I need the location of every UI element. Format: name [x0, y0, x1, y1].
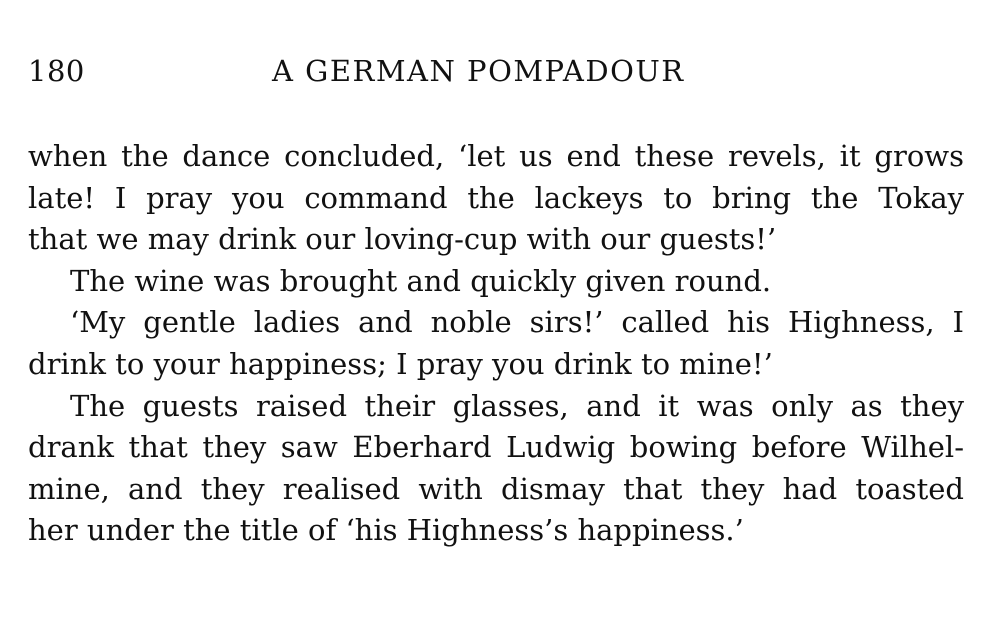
text-line: when the dance concluded, ‘let us end these revels, it grows	[28, 139, 964, 173]
text-line: ‘My gentle ladies and noble sirs!’ called his Highness, I	[70, 305, 964, 340]
page-number: 180	[28, 54, 85, 88]
running-title: A GERMAN POMPADOUR	[272, 54, 685, 88]
text-line: mine, and they realised with dismay that they had toasted	[28, 471, 964, 506]
text-line: The wine was brought and quickly given round.	[70, 263, 772, 298]
text-line: The guests raised their glasses, and it was only as they	[70, 388, 964, 423]
text-line: late! I pray you command the lackeys to bring the Tokay	[28, 180, 964, 215]
page-header	[28, 54, 964, 94]
text-line: that we may drink our loving-cup with our guests!’	[28, 222, 777, 257]
text-line: drink to your happiness; I pray you drink to mine!’	[28, 346, 773, 381]
body-text	[28, 136, 964, 552]
text-line: her under the title of ‘his Highness’s happiness.’	[28, 513, 744, 548]
text-line: drank that they saw Eberhard Ludwig bowing before Wilhel-	[28, 430, 964, 465]
